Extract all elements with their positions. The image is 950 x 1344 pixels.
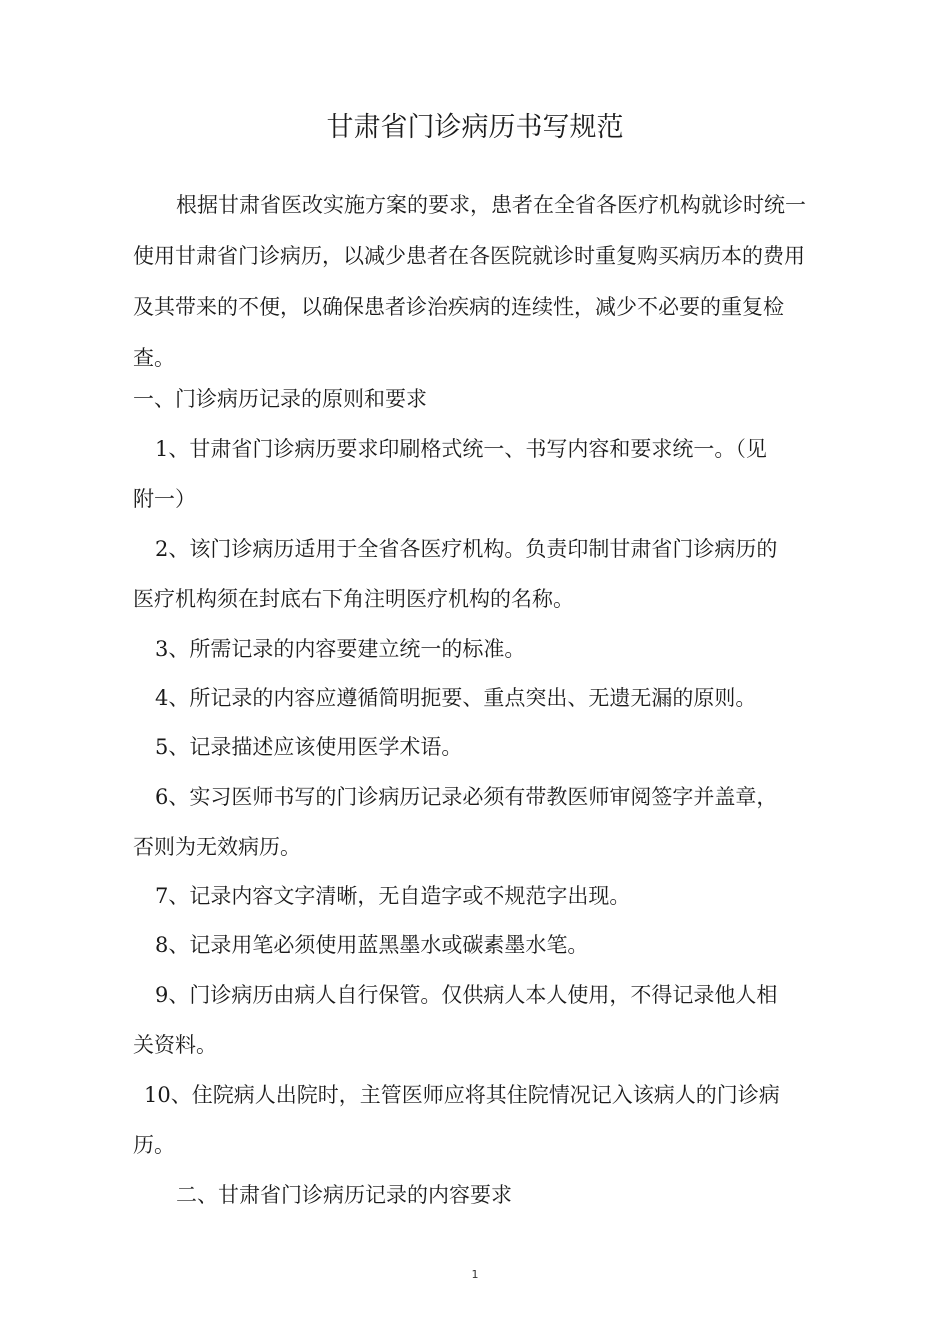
list-item-1-line-1: 1、甘肃省门诊病历要求印刷格式统一、书写内容和要求统一。（见 [155, 437, 767, 461]
page-number: 1 [471, 1268, 479, 1281]
list-item-2-line-2: 医疗机构须在封底右下角注明医疗机构的名称。 [133, 587, 574, 611]
list-item-3: 3、所需记录的内容要建立统一的标准。 [155, 637, 526, 661]
list-item-10-line-1: 10、住院病人出院时，主管医师应将其住院情况记入该病人的门诊病 [144, 1083, 780, 1107]
list-item-2-line-1: 2、该门诊病历适用于全省各医疗机构。负责印制甘肃省门诊病历的 [155, 537, 778, 561]
list-item-10-line-2: 历。 [133, 1133, 175, 1157]
list-item-6-line-1: 6、实习医师书写的门诊病历记录必须有带教医师审阅签字并盖章， [155, 785, 778, 809]
list-item-6-line-2: 否则为无效病历。 [133, 835, 301, 859]
list-item-4: 4、所记录的内容应遵循简明扼要、重点突出、无遗无漏的原则。 [155, 686, 757, 710]
document-title: 甘肃省门诊病历书写规范 [326, 112, 624, 143]
list-item-1-line-2: 附一） [133, 487, 196, 511]
list-item-7: 7、记录内容文字清晰，无自造字或不规范字出现。 [155, 884, 631, 908]
list-item-9-line-1: 9、门诊病历由病人自行保管。仅供病人本人使用，不得记录他人相 [155, 983, 778, 1007]
list-item-9-line-2: 关资料。 [133, 1033, 217, 1057]
section-heading-content-requirements: 二、甘肃省门诊病历记录的内容要求 [176, 1183, 512, 1207]
intro-paragraph: 根据甘肃省医改实施方案的要求，患者在全省各医疗机构就诊时统一使用甘肃省门诊病历，以减少患者在各医院就诊时重复购买病历本的费用及其带来的不便，以确保患者诊治疾病的连续性，减少不必要的重复检查。 [133, 193, 806, 370]
section-heading-principles: 一、门诊病历记录的原则和要求 [133, 387, 427, 411]
list-item-5: 5、记录描述应该使用医学术语。 [155, 735, 463, 759]
list-item-8: 8、记录用笔必须使用蓝黑墨水或碳素墨水笔。 [155, 933, 589, 957]
